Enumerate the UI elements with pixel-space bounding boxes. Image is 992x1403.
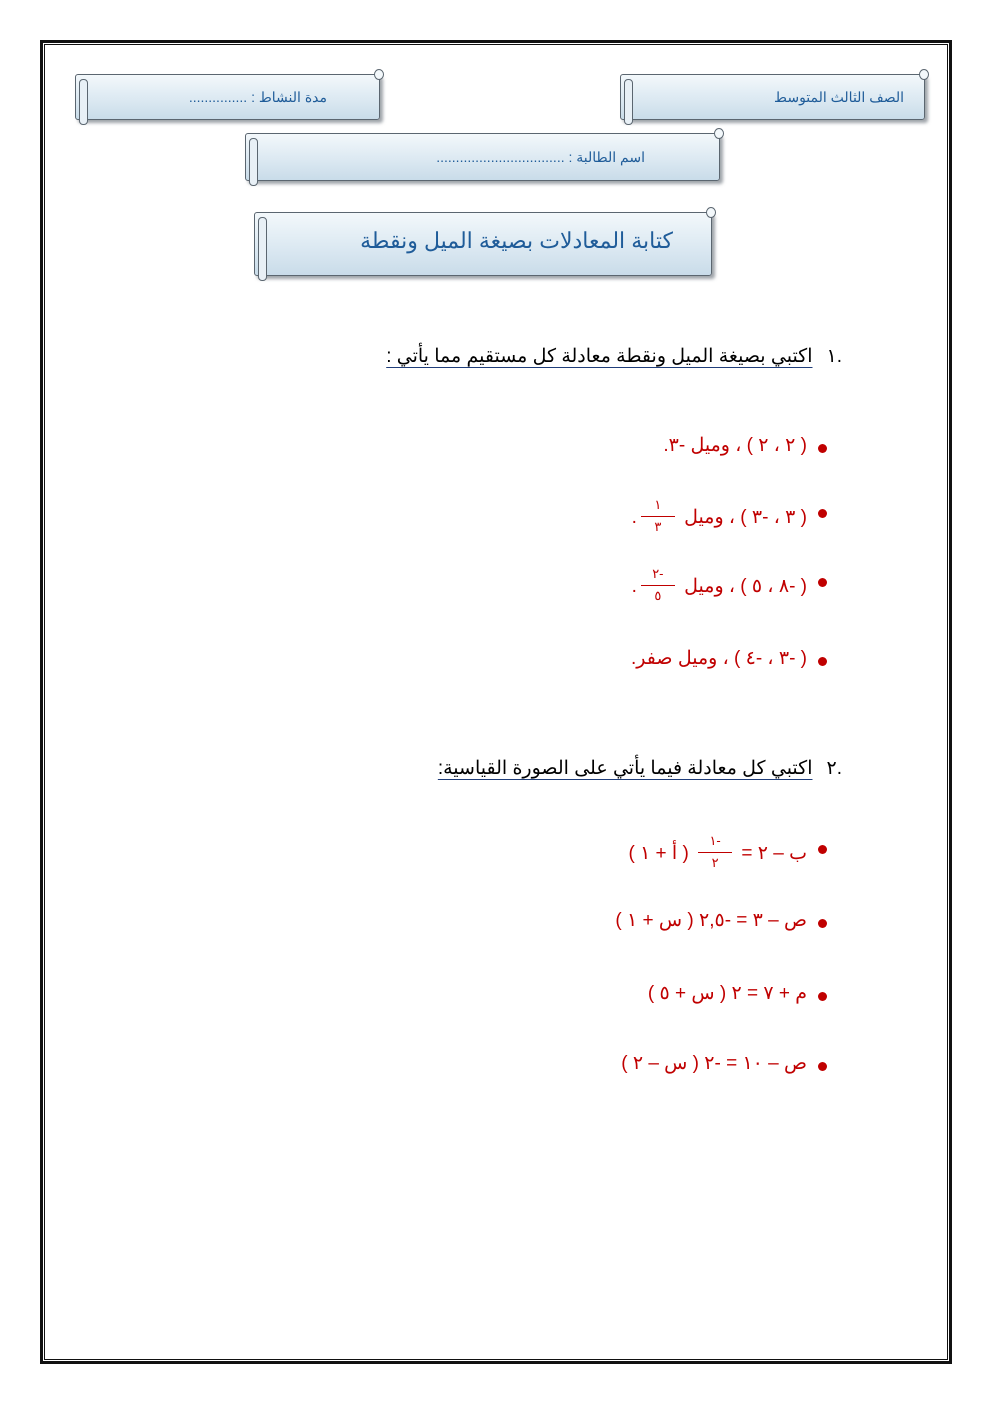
q2-item-3 <box>648 982 807 1005</box>
bullet-icon <box>818 578 827 587</box>
fraction-numerator: -٢ <box>652 566 664 581</box>
fraction-denominator: ٥ <box>654 588 662 603</box>
bullet-icon <box>818 444 827 453</box>
q2-item-3-text: م + ٧ = ٢ ( س + ٥ ) <box>647 983 807 1004</box>
q2-item-2-text: ص – ٣ = -٢,٥ ( س + ١ ) <box>615 910 807 931</box>
q2-item-1-text: ب – ٢ = <box>741 843 807 865</box>
question-2-number: .٢ <box>826 758 842 779</box>
q1-item-1-text: ( ٢ ، ٢ ) ، وميل -٣. <box>663 435 807 456</box>
bullet-icon <box>818 509 827 518</box>
question-2-text: اكتبي كل معادلة فيما يأتي على الصورة القياسية: <box>437 758 813 779</box>
q1-item-2-end: . <box>631 507 637 529</box>
title-banner <box>254 212 712 276</box>
fraction-denominator: ٣ <box>654 519 662 534</box>
bullet-icon <box>818 1062 827 1071</box>
q1-item-2-text: ( ٣ ، -٣ ) ، وميل <box>684 507 807 529</box>
q1-item-2 <box>632 499 807 537</box>
bullet-icon <box>818 919 827 928</box>
bullet-icon <box>818 845 827 854</box>
student-name-label: اسم الطالبة : ................................. <box>436 149 645 165</box>
q2-item-4-text: ص – ١٠ = -٢ ( س – ٢ ) <box>621 1053 807 1074</box>
grade-label: الصف الثالث المتوسط <box>774 89 904 105</box>
q1-item-3 <box>632 568 807 606</box>
student-name-banner <box>245 133 720 181</box>
question-1-number: .١ <box>826 346 842 367</box>
q2-item-2 <box>615 909 807 932</box>
q2-item-1 <box>628 835 807 873</box>
fraction <box>641 499 675 537</box>
fraction-numerator: -١ <box>709 833 721 848</box>
page-title: كتابة المعادلات بصيغة الميل ونقطة <box>360 228 673 253</box>
q1-item-3-text: ( -٨ ، ٥ ) ، وميل <box>684 576 807 598</box>
fraction-denominator: ٢ <box>711 855 719 870</box>
q1-item-3-end: . <box>631 576 637 598</box>
duration-label: مدة النشاط : ............... <box>188 89 327 105</box>
q1-item-4 <box>631 647 807 670</box>
duration-banner <box>75 74 380 120</box>
fraction-numerator: ١ <box>654 497 662 512</box>
q2-item-4 <box>621 1052 807 1075</box>
q2-item-1-end: ( أ + ١ ) <box>628 843 689 865</box>
q1-item-4-text: ( -٣ ، -٤ ) ، وميل صفر. <box>631 648 807 669</box>
q1-item-1 <box>663 434 807 457</box>
bullet-icon <box>818 992 827 1001</box>
bullet-icon <box>818 657 827 666</box>
question-1-text: اكتبي بصيغة الميل ونقطة معادلة كل مستقيم مما يأتي : <box>386 346 813 367</box>
fraction <box>698 835 732 873</box>
question-1 <box>386 345 842 368</box>
grade-banner <box>620 74 925 120</box>
question-2 <box>438 757 842 780</box>
fraction <box>641 568 675 606</box>
